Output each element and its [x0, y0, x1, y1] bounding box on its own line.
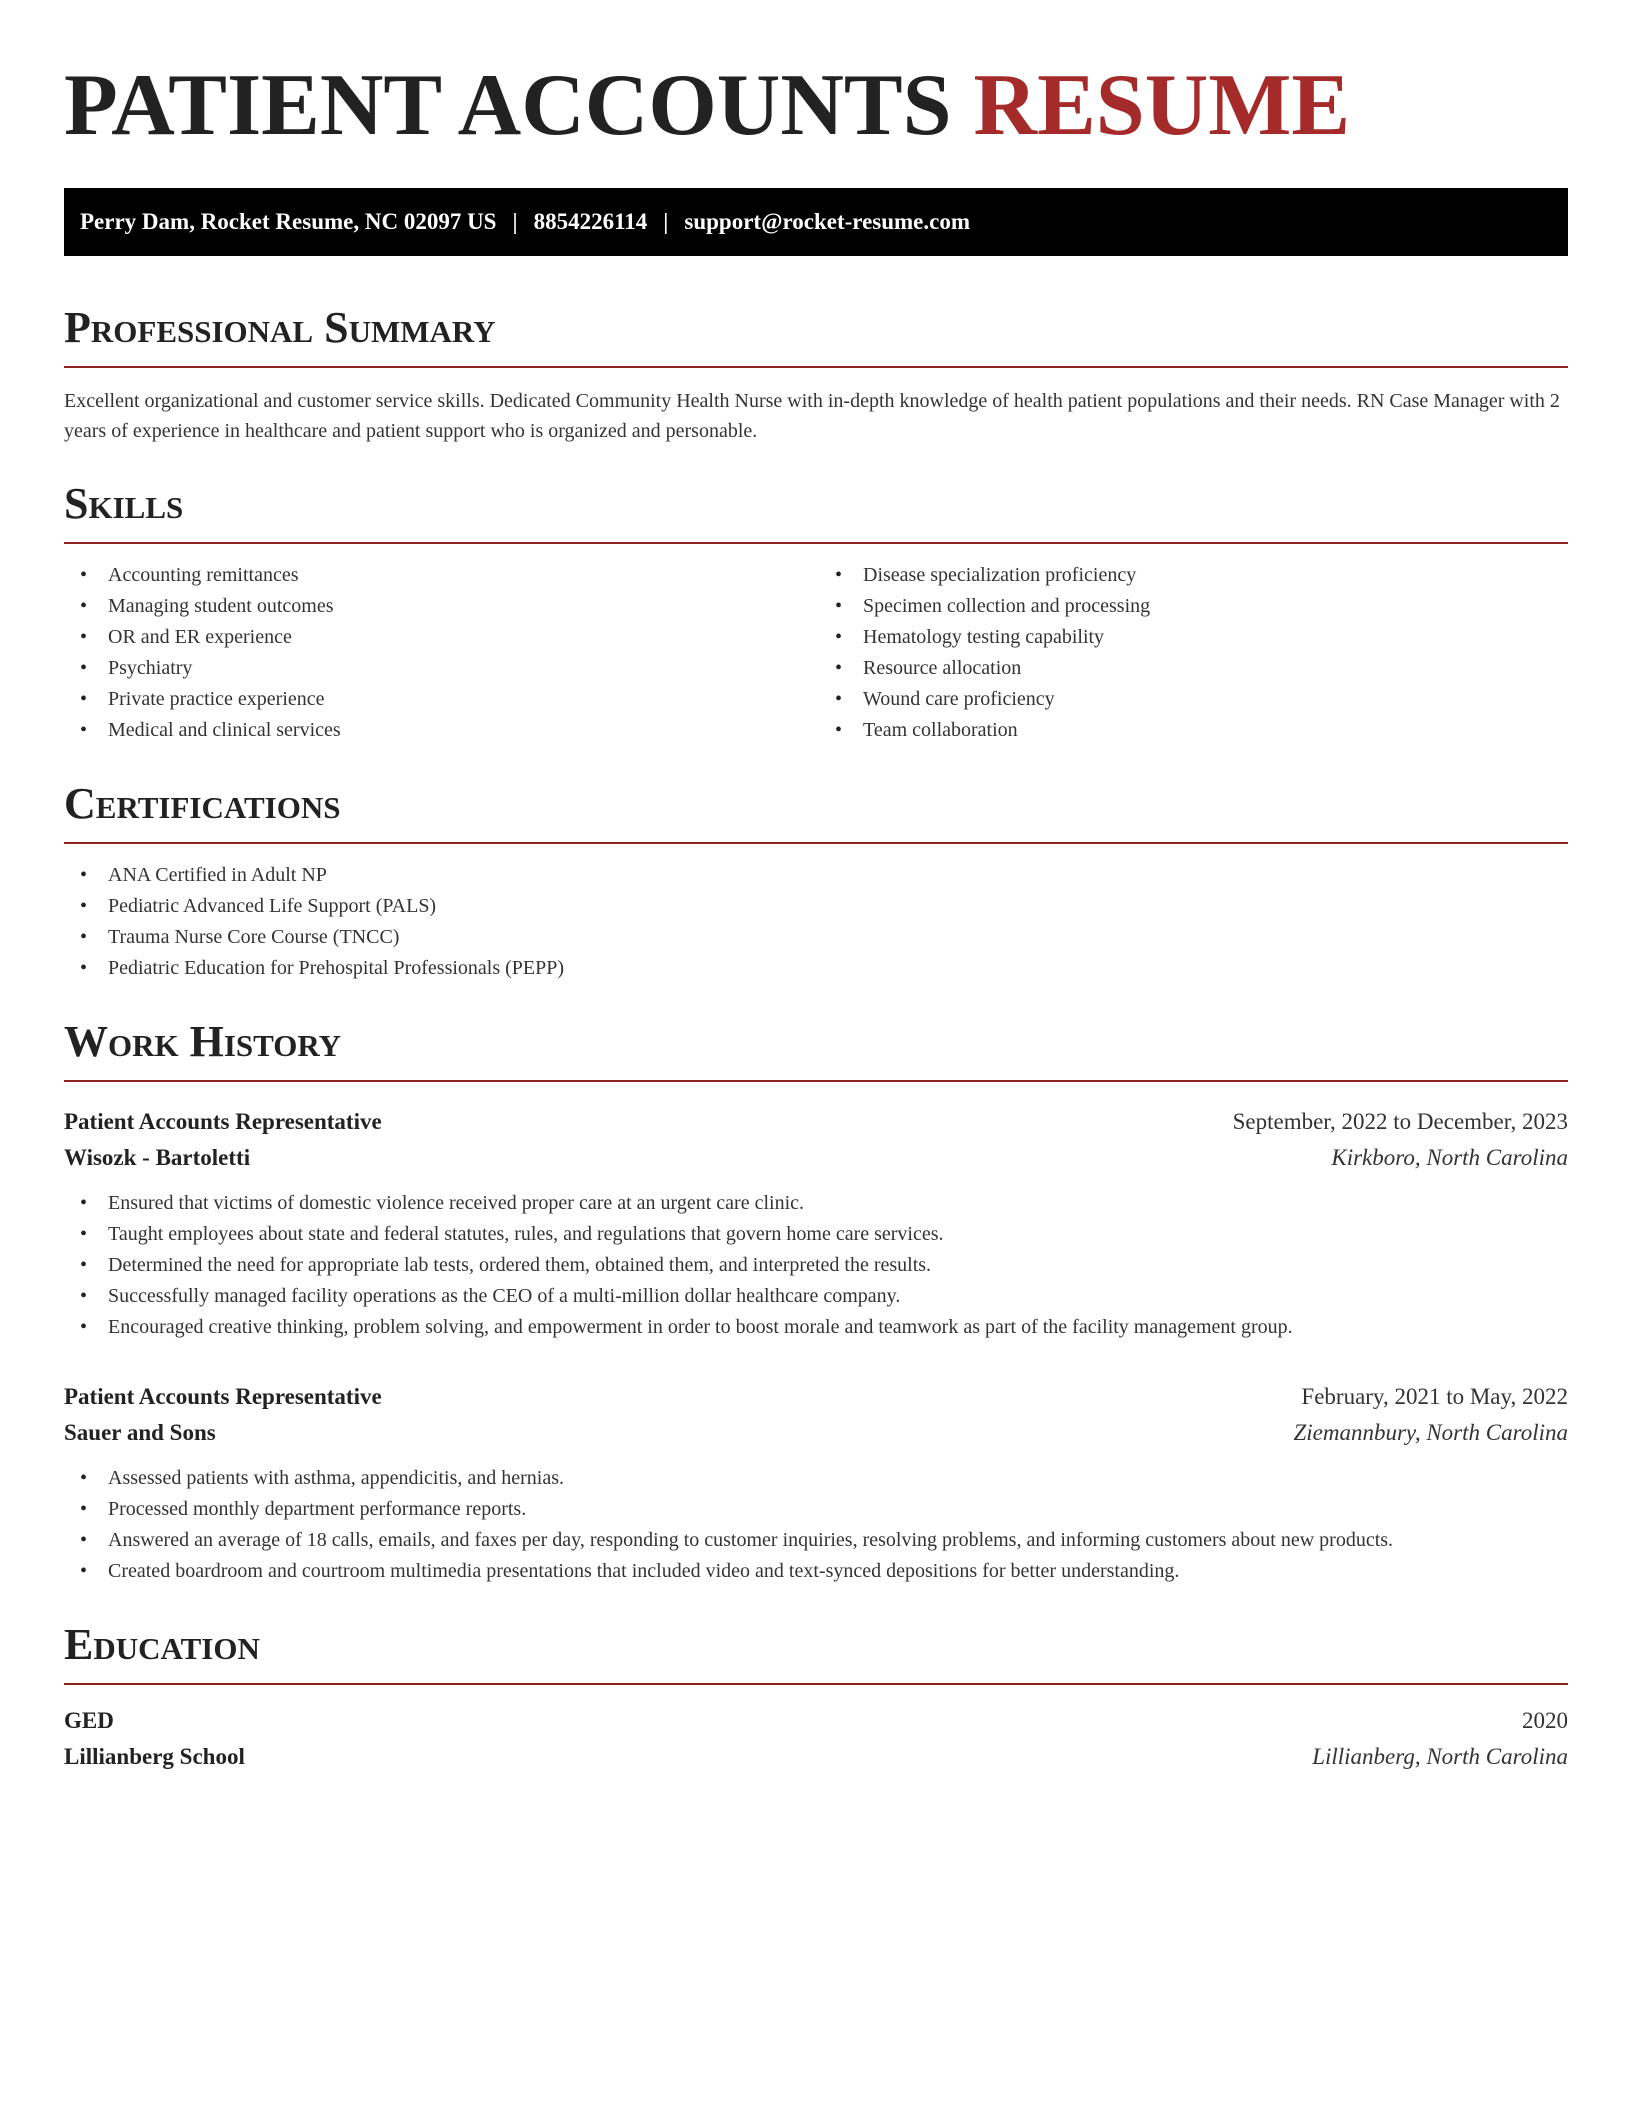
job-location: Ziemannbury, North Carolina [1293, 1420, 1568, 1445]
job-location: Kirkboro, North Carolina [1331, 1145, 1568, 1170]
contact-address: Perry Dam, Rocket Resume, NC 02097 US [80, 209, 497, 234]
job-duty-item: • Ensured that victims of domestic violence received proper care at an urgent care clinic. [64, 1188, 1568, 1219]
job-duty-item: • Assessed patients with asthma, appendicitis, and hernias. [64, 1463, 1568, 1494]
skill-item: • Disease specialization proficiency [819, 560, 1568, 591]
job-duty-item: • Processed monthly department performance reports. [64, 1494, 1568, 1525]
job-duty-item: • Answered an average of 18 calls, emails, and faxes per day, responding to customer inquiries, resolving problems, and informing customers about new products. [64, 1525, 1568, 1556]
job-entry [64, 1379, 1568, 1587]
education-school: Lillianberg School [64, 1744, 245, 1769]
education-year: 2020 [1522, 1708, 1568, 1733]
education-heading: Education [64, 1620, 260, 1669]
skills-list-right [813, 560, 1568, 746]
job-duties-list [64, 1188, 1568, 1343]
job-duty-item: • Determined the need for appropriate lab tests, ordered them, obtained them, and interpreted the results. [64, 1250, 1568, 1281]
work-history-heading: Work History [64, 1017, 342, 1066]
certification-item: • Trauma Nurse Core Course (TNCC) [64, 922, 1568, 953]
skill-item: • Managing student outcomes [64, 591, 813, 622]
job-title: Patient Accounts Representative [64, 1384, 382, 1409]
skill-item: • Accounting remittances [64, 560, 813, 591]
skills-list-left [64, 560, 813, 746]
certification-item: • Pediatric Education for Prehospital Professionals (PEPP) [64, 953, 1568, 984]
skills-heading: Skills [64, 479, 184, 528]
contact-separator: | [512, 209, 518, 234]
job-title: Patient Accounts Representative [64, 1109, 382, 1134]
section-divider [64, 1080, 1568, 1082]
section-divider [64, 366, 1568, 368]
contact-bar [64, 188, 1568, 256]
job-dates: September, 2022 to December, 2023 [1232, 1109, 1568, 1134]
job-company-row [64, 1140, 1568, 1176]
certification-item: • ANA Certified in Adult NP [64, 860, 1568, 891]
job-duties-list [64, 1463, 1568, 1587]
job-company: Sauer and Sons [64, 1420, 216, 1445]
summary-heading: Professional Summary [64, 303, 496, 352]
certifications-section [64, 779, 1568, 984]
education-entry [64, 1703, 1568, 1775]
summary-text: Excellent organizational and customer service skills. Dedicated Community Health Nurse with in-depth knowledge of health patient populations and their needs. RN Case Manager with 2 years of experience in healthcare and patient support who is organized and personable. [64, 390, 1560, 442]
job-duty-item: • Successfully managed facility operations as the CEO of a multi-million dollar healthcare company. [64, 1281, 1568, 1312]
education-degree: GED [64, 1708, 114, 1733]
job-duty-item: • Created boardroom and courtroom multimedia presentations that included video and text-synced depositions for better understanding. [64, 1556, 1568, 1587]
education-section [64, 1620, 1568, 1775]
job-dates: February, 2021 to May, 2022 [1301, 1384, 1568, 1409]
summary-section [64, 303, 1568, 446]
skill-item: • Hematology testing capability [819, 622, 1568, 653]
education-location: Lillianberg, North Carolina [1312, 1744, 1568, 1769]
contact-email: support@rocket-resume.com [684, 209, 971, 234]
skills-columns [64, 560, 1568, 746]
job-header-row [64, 1104, 1568, 1140]
resume-title [64, 57, 1568, 154]
skill-item: • OR and ER experience [64, 622, 813, 653]
skill-item: • Medical and clinical services [64, 715, 813, 746]
title-accent: RESUME [973, 57, 1351, 154]
skill-item: • Wound care proficiency [819, 684, 1568, 715]
section-divider [64, 542, 1568, 544]
education-school-row [64, 1739, 1568, 1775]
job-duty-item: • Encouraged creative thinking, problem solving, and empowerment in order to boost morale and teamwork as part of the facility management group. [64, 1312, 1568, 1343]
certification-item: • Pediatric Advanced Life Support (PALS) [64, 891, 1568, 922]
skill-item: • Resource allocation [819, 653, 1568, 684]
title-main: PATIENT ACCOUNTS [64, 57, 952, 154]
skills-section [64, 479, 1568, 746]
skill-item: • Team collaboration [819, 715, 1568, 746]
section-divider [64, 1683, 1568, 1685]
certifications-list [64, 860, 1568, 984]
contact-separator: | [663, 209, 669, 234]
job-entry [64, 1104, 1568, 1343]
job-header-row [64, 1379, 1568, 1415]
job-company-row [64, 1415, 1568, 1451]
certifications-heading: Certifications [64, 779, 341, 828]
section-divider [64, 842, 1568, 844]
skill-item: • Psychiatry [64, 653, 813, 684]
skill-item: • Private practice experience [64, 684, 813, 715]
skill-item: • Specimen collection and processing [819, 591, 1568, 622]
job-duty-item: • Taught employees about state and federal statutes, rules, and regulations that govern home care services. [64, 1219, 1568, 1250]
education-degree-row [64, 1703, 1568, 1739]
work-history-section [64, 1017, 1568, 1587]
contact-phone: 8854226114 [533, 209, 648, 234]
job-company: Wisozk - Bartoletti [64, 1145, 251, 1170]
